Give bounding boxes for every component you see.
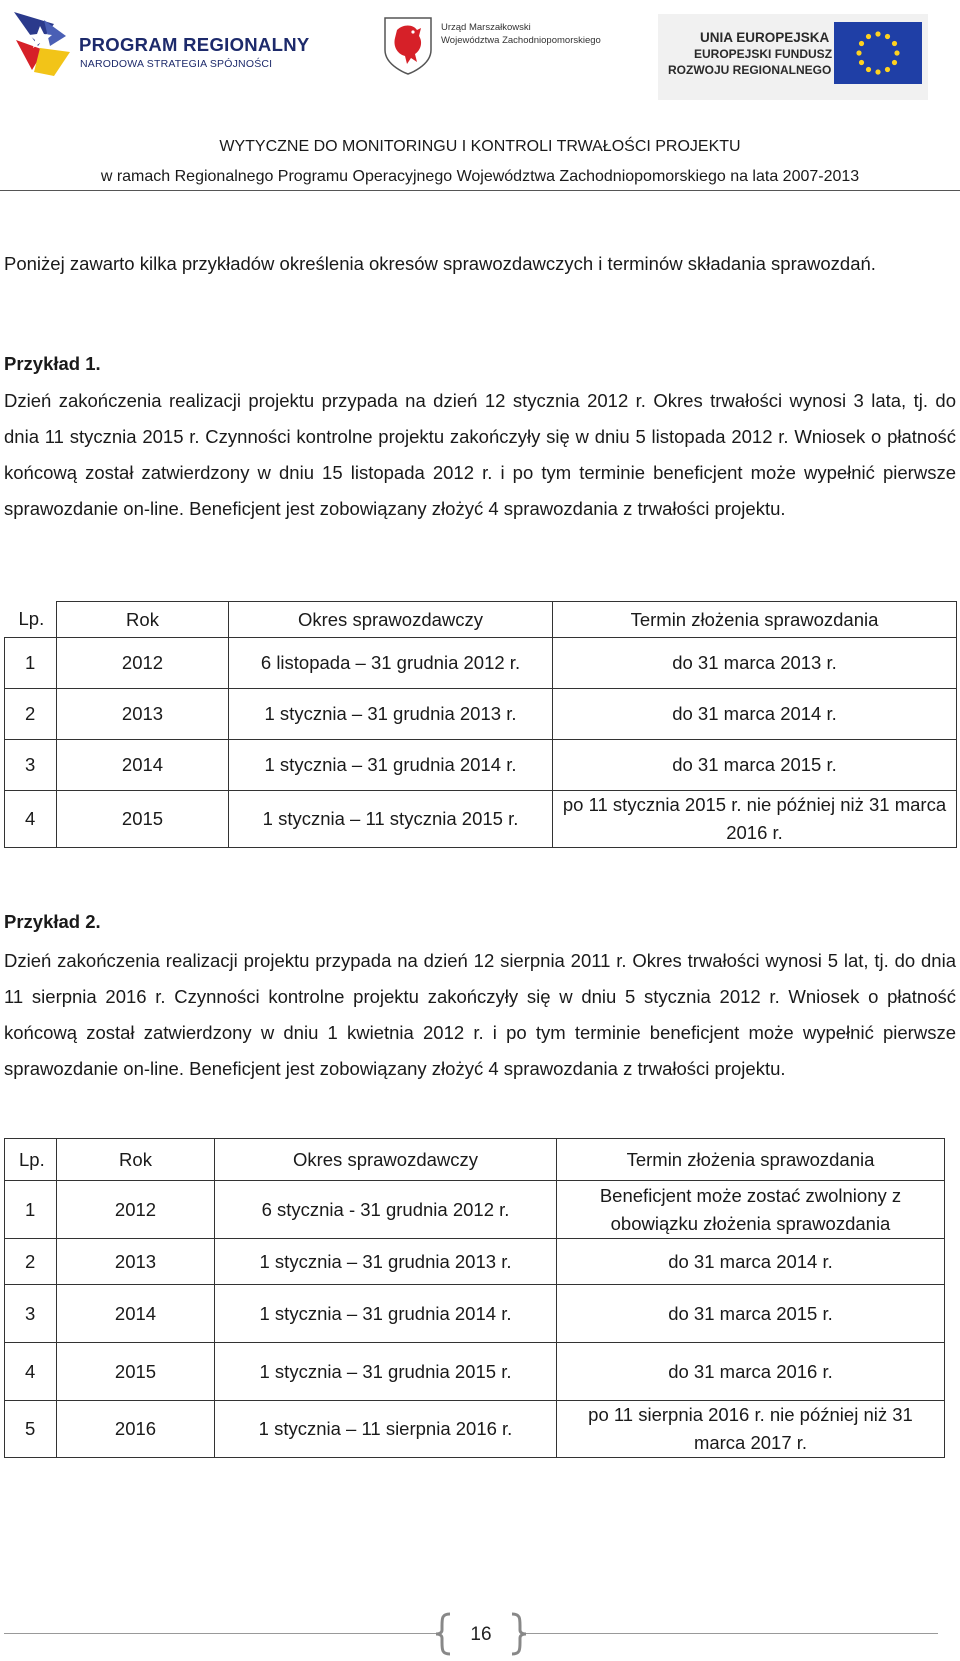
example2-paragraph: Dzień zakończenia realizacji projektu przypada na dzień 12 sierpnia 2011 r. Okres trwałości wynosi 5 lat, tj. do dnia 11 sierpnia 2016 r. Czynności kontrolne projektu zakończyły się w dniu 5 stycznia 2012 r. Wniosek o płatność końcową został zatwierdzony w dniu 1 kwietnia 2012 r. i po tym terminie beneficjent może wypełnić pierwsze sprawozdanie on-line. Beneficjent jest zobowiązany złożyć 4 sprawozdania z trwałości projektu. [4,950,956,1079]
cell-rok: 2016 [57,1401,215,1458]
column-header-rok: Rok [57,602,229,638]
column-header-okres: Okres sprawozdawczy [215,1139,557,1181]
cell-lp: 1 [5,1181,57,1239]
cell-okres: 1 stycznia – 31 grudnia 2015 r. [215,1343,557,1401]
logo-um-line1: Urząd Marszałkowski [441,22,531,33]
urzad-marszalkowski-logo [383,16,623,86]
logo-ue-line2: EUROPEJSKI FUNDUSZ [694,47,833,61]
document-title: WYTYCZNE DO MONITORINGU I KONTROLI TRWAŁOŚCI PROJEKTU [219,138,741,155]
intro-paragraph: Poniżej zawarto kilka przykładów określenia okresów sprawozdawczych i terminów składania sprawozdań. [4,253,876,274]
cell-okres: 1 stycznia – 11 sierpnia 2016 r. [215,1401,557,1458]
table-header-row [5,1139,945,1181]
table-row [5,1401,945,1458]
cell-okres: 1 stycznia – 31 grudnia 2013 r. [215,1239,557,1285]
table-row [5,1181,945,1239]
page-number-box [436,1612,526,1656]
cell-lp: 2 [5,1239,57,1285]
table-row [5,689,957,740]
logo-um-line2: Województwa Zachodniopomorskiego [441,35,601,46]
column-header-lp: Lp. [18,608,45,630]
cell-termin: do 31 marca 2015 r. [553,740,957,791]
document-subtitle: w ramach Regionalnego Programu Operacyjnego Województwa Zachodniopomorskiego na lata 2007-2013 [100,168,860,185]
cell-termin: do 31 marca 2014 r. [557,1239,945,1285]
table-row [5,1285,945,1343]
example1-paragraph: Dzień zakończenia realizacji projektu przypada na dzień 12 stycznia 2012 r. Okres trwałości wynosi 3 lata, tj. do dnia 11 stycznia 2015 r. Czynności kontrolne projektu zakończyły się w dniu 5 listopada 2012 r. Wniosek o płatność końcową został zatwierdzony w dniu 15 listopada 2012 r. i po tym terminie beneficjent może wypełnić pierwsze sprawozdanie on-line. Beneficjent jest zobowiązany złożyć 4 sprawozdania z trwałości projektu. [4,390,956,519]
eu-flag-icon [834,22,922,84]
header-logos [0,0,960,110]
unia-europejska-logo [658,14,928,100]
logo-ue-line1: UNIA EUROPEJSKA [700,30,830,45]
cell-okres: 6 stycznia - 31 grudnia 2012 r. [215,1181,557,1239]
table-row [5,1239,945,1285]
logo-pr-subtitle: NARODOWA STRATEGIA SPÓJNOŚCI [80,58,273,70]
cell-rok: 2015 [57,1343,215,1401]
cell-termin: do 31 marca 2015 r. [557,1285,945,1343]
cell-rok: 2015 [57,791,229,848]
column-header-termin: Termin złożenia sprawozdania [557,1139,945,1181]
cell-okres: 1 stycznia – 31 grudnia 2013 r. [229,689,553,740]
cell-termin: do 31 marca 2014 r. [553,689,957,740]
column-header-termin: Termin złożenia sprawozdania [553,602,957,638]
cell-rok: 2012 [57,638,229,689]
cell-lp: 4 [5,1343,57,1401]
column-header-okres: Okres sprawozdawczy [229,602,553,638]
footer-rule-left [4,1633,436,1634]
table-row [5,1343,945,1401]
example2-heading: Przykład 2. [4,911,101,932]
program-regionalny-mark [10,6,72,86]
cell-rok: 2012 [57,1181,215,1239]
cell-okres: 1 stycznia – 11 stycznia 2015 r. [229,791,553,848]
cell-lp: 5 [5,1401,57,1458]
cell-termin: po 11 stycznia 2015 r. nie później niż 31 marca 2016 r. [553,791,957,848]
example1-table [4,601,957,848]
cell-lp: 1 [5,638,57,689]
footer-rule-right [526,1633,938,1634]
cell-okres: 1 stycznia – 31 grudnia 2014 r. [229,740,553,791]
table-header-row [5,602,957,638]
example1-heading: Przykład 1. [4,353,101,374]
header-divider [0,190,960,191]
example2-table [4,1138,945,1458]
cell-lp: 3 [5,740,57,791]
program-regionalny-logo [10,6,330,86]
table-row [5,638,957,689]
logo-ue-line3: ROZWOJU REGIONALNEGO [668,63,832,77]
cell-rok: 2013 [57,689,229,740]
cell-termin: Beneficjent może zostać zwolniony z obowiązku złożenia sprawozdania [557,1181,945,1239]
cell-rok: 2013 [57,1239,215,1285]
logo-pr-title: PROGRAM REGIONALNY [79,34,310,55]
table-row [5,791,957,848]
cell-termin: do 31 marca 2016 r. [557,1343,945,1401]
cell-okres: 1 stycznia – 31 grudnia 2014 r. [215,1285,557,1343]
page-number: 16 [470,1624,492,1645]
cell-termin: do 31 marca 2013 r. [553,638,957,689]
column-header-rok: Rok [57,1139,215,1181]
cell-lp: 2 [5,689,57,740]
table-row [5,740,957,791]
cell-rok: 2014 [57,1285,215,1343]
cell-termin: po 11 sierpnia 2016 r. nie później niż 31 marca 2017 r. [557,1401,945,1458]
cell-okres: 6 listopada – 31 grudnia 2012 r. [229,638,553,689]
cell-rok: 2014 [57,740,229,791]
griffin-crest-icon [383,16,433,76]
column-header-lp: Lp. [5,1139,57,1181]
cell-lp: 4 [5,791,57,848]
cell-lp: 3 [5,1285,57,1343]
page-footer [0,1610,960,1658]
